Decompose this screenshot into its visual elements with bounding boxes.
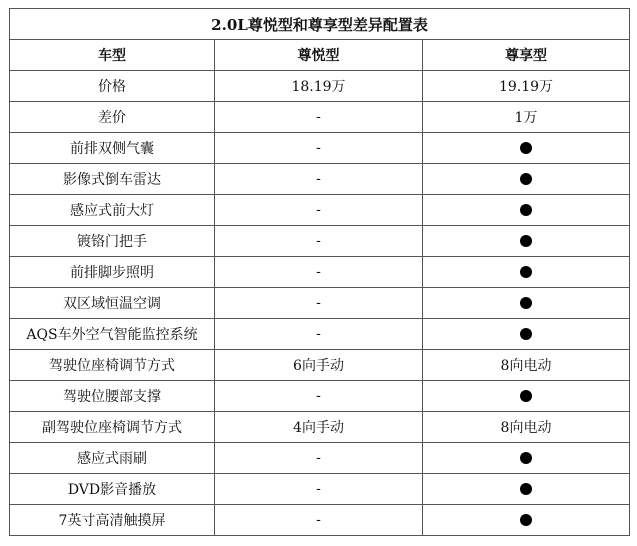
cell-feature <box>10 350 215 381</box>
cell-text: - <box>316 295 321 311</box>
included-dot-icon <box>520 514 532 526</box>
cell-feature <box>10 381 215 412</box>
cell-zunyue <box>215 350 423 381</box>
cell-zunyue <box>215 443 423 474</box>
included-dot-icon <box>520 266 532 278</box>
cell-text: 前排双侧气囊 <box>70 141 154 157</box>
cell-feature <box>10 195 215 226</box>
table-row <box>10 71 630 102</box>
cell-feature <box>10 319 215 350</box>
cell-zunyue <box>215 412 423 443</box>
cell-zunxiang <box>423 474 630 505</box>
cell-feature <box>10 164 215 195</box>
cell-zunyue <box>215 226 423 257</box>
table-row <box>10 319 630 350</box>
cell-text: - <box>316 171 321 187</box>
cell-zunyue <box>215 195 423 226</box>
table-row <box>10 505 630 536</box>
included-dot-icon <box>520 204 532 216</box>
table-row <box>10 288 630 319</box>
included-dot-icon <box>520 297 532 309</box>
cell-text: - <box>316 450 321 466</box>
table-row <box>10 257 630 288</box>
header-zunxiang: 尊享型 <box>423 40 630 71</box>
included-dot-icon <box>520 173 532 185</box>
cell-feature <box>10 102 215 133</box>
cell-text: 8向电动 <box>500 420 552 436</box>
cell-feature <box>10 226 215 257</box>
cell-zunxiang <box>423 350 630 381</box>
cell-feature <box>10 133 215 164</box>
cell-text: 1万 <box>514 110 538 126</box>
cell-zunxiang <box>423 505 630 536</box>
cell-text: 驾驶位腰部支撑 <box>63 389 161 405</box>
table-title: 2.0L尊悦型和尊享型差异配置表 <box>10 9 630 40</box>
cell-text: - <box>316 109 321 125</box>
cell-text: - <box>316 140 321 156</box>
cell-text: - <box>316 202 321 218</box>
cell-feature <box>10 71 215 102</box>
cell-text: 前排脚步照明 <box>70 265 154 281</box>
cell-text: 镀铬门把手 <box>77 234 147 250</box>
cell-text: - <box>316 512 321 528</box>
table-title-row <box>10 9 630 40</box>
table-row <box>10 412 630 443</box>
table-row <box>10 133 630 164</box>
cell-text: 影像式倒车雷达 <box>63 172 161 188</box>
cell-text: 双区域恒温空调 <box>63 296 161 312</box>
included-dot-icon <box>520 483 532 495</box>
cell-zunyue <box>215 319 423 350</box>
cell-zunyue <box>215 133 423 164</box>
cell-text: 7英寸高清触摸屏 <box>58 513 166 529</box>
header-zunyue: 尊悦型 <box>215 40 423 71</box>
table-row <box>10 443 630 474</box>
cell-text: 19.19万 <box>498 79 554 95</box>
cell-zunxiang <box>423 195 630 226</box>
cell-zunyue <box>215 474 423 505</box>
cell-zunyue <box>215 71 423 102</box>
table-row <box>10 102 630 133</box>
cell-zunyue <box>215 102 423 133</box>
cell-zunxiang <box>423 257 630 288</box>
cell-feature <box>10 257 215 288</box>
cell-zunxiang <box>423 102 630 133</box>
cell-feature <box>10 412 215 443</box>
cell-text: 价格 <box>98 79 126 95</box>
table-row <box>10 381 630 412</box>
cell-text: 驾驶位座椅调节方式 <box>49 358 175 374</box>
cell-text: - <box>316 481 321 497</box>
cell-zunyue <box>215 257 423 288</box>
cell-text: 差价 <box>98 110 126 126</box>
table-row <box>10 226 630 257</box>
cell-zunxiang <box>423 133 630 164</box>
cell-text: 8向电动 <box>500 358 552 374</box>
table-row <box>10 350 630 381</box>
cell-text: - <box>316 264 321 280</box>
cell-text: - <box>316 233 321 249</box>
cell-zunxiang <box>423 164 630 195</box>
cell-feature <box>10 443 215 474</box>
cell-text: 副驾驶位座椅调节方式 <box>42 420 182 436</box>
cell-zunyue <box>215 288 423 319</box>
cell-zunxiang <box>423 412 630 443</box>
included-dot-icon <box>520 328 532 340</box>
cell-feature <box>10 474 215 505</box>
cell-text: 感应式前大灯 <box>70 203 154 219</box>
cell-feature <box>10 288 215 319</box>
cell-text: 感应式雨刷 <box>77 451 147 467</box>
cell-text: 4向手动 <box>293 420 344 436</box>
cell-text: DVD影音播放 <box>67 482 157 498</box>
spec-table-container <box>9 8 630 536</box>
cell-text: 6向手动 <box>293 358 344 374</box>
table-row <box>10 164 630 195</box>
cell-zunxiang <box>423 288 630 319</box>
cell-zunxiang <box>423 443 630 474</box>
cell-feature <box>10 505 215 536</box>
table-row <box>10 474 630 505</box>
cell-zunxiang <box>423 319 630 350</box>
table-row <box>10 195 630 226</box>
cell-zunxiang <box>423 71 630 102</box>
cell-text: - <box>316 326 321 342</box>
cell-zunyue <box>215 381 423 412</box>
cell-text: AQS车外空气智能监控系统 <box>26 327 198 343</box>
included-dot-icon <box>520 142 532 154</box>
config-comparison-table <box>9 8 630 536</box>
cell-zunyue <box>215 505 423 536</box>
cell-zunxiang <box>423 381 630 412</box>
included-dot-icon <box>520 452 532 464</box>
cell-text: - <box>316 388 321 404</box>
cell-zunyue <box>215 164 423 195</box>
cell-text: 18.19万 <box>291 79 346 95</box>
included-dot-icon <box>520 235 532 247</box>
header-model: 车型 <box>10 40 215 71</box>
table-header-row <box>10 40 630 71</box>
cell-zunxiang <box>423 226 630 257</box>
included-dot-icon <box>520 390 532 402</box>
